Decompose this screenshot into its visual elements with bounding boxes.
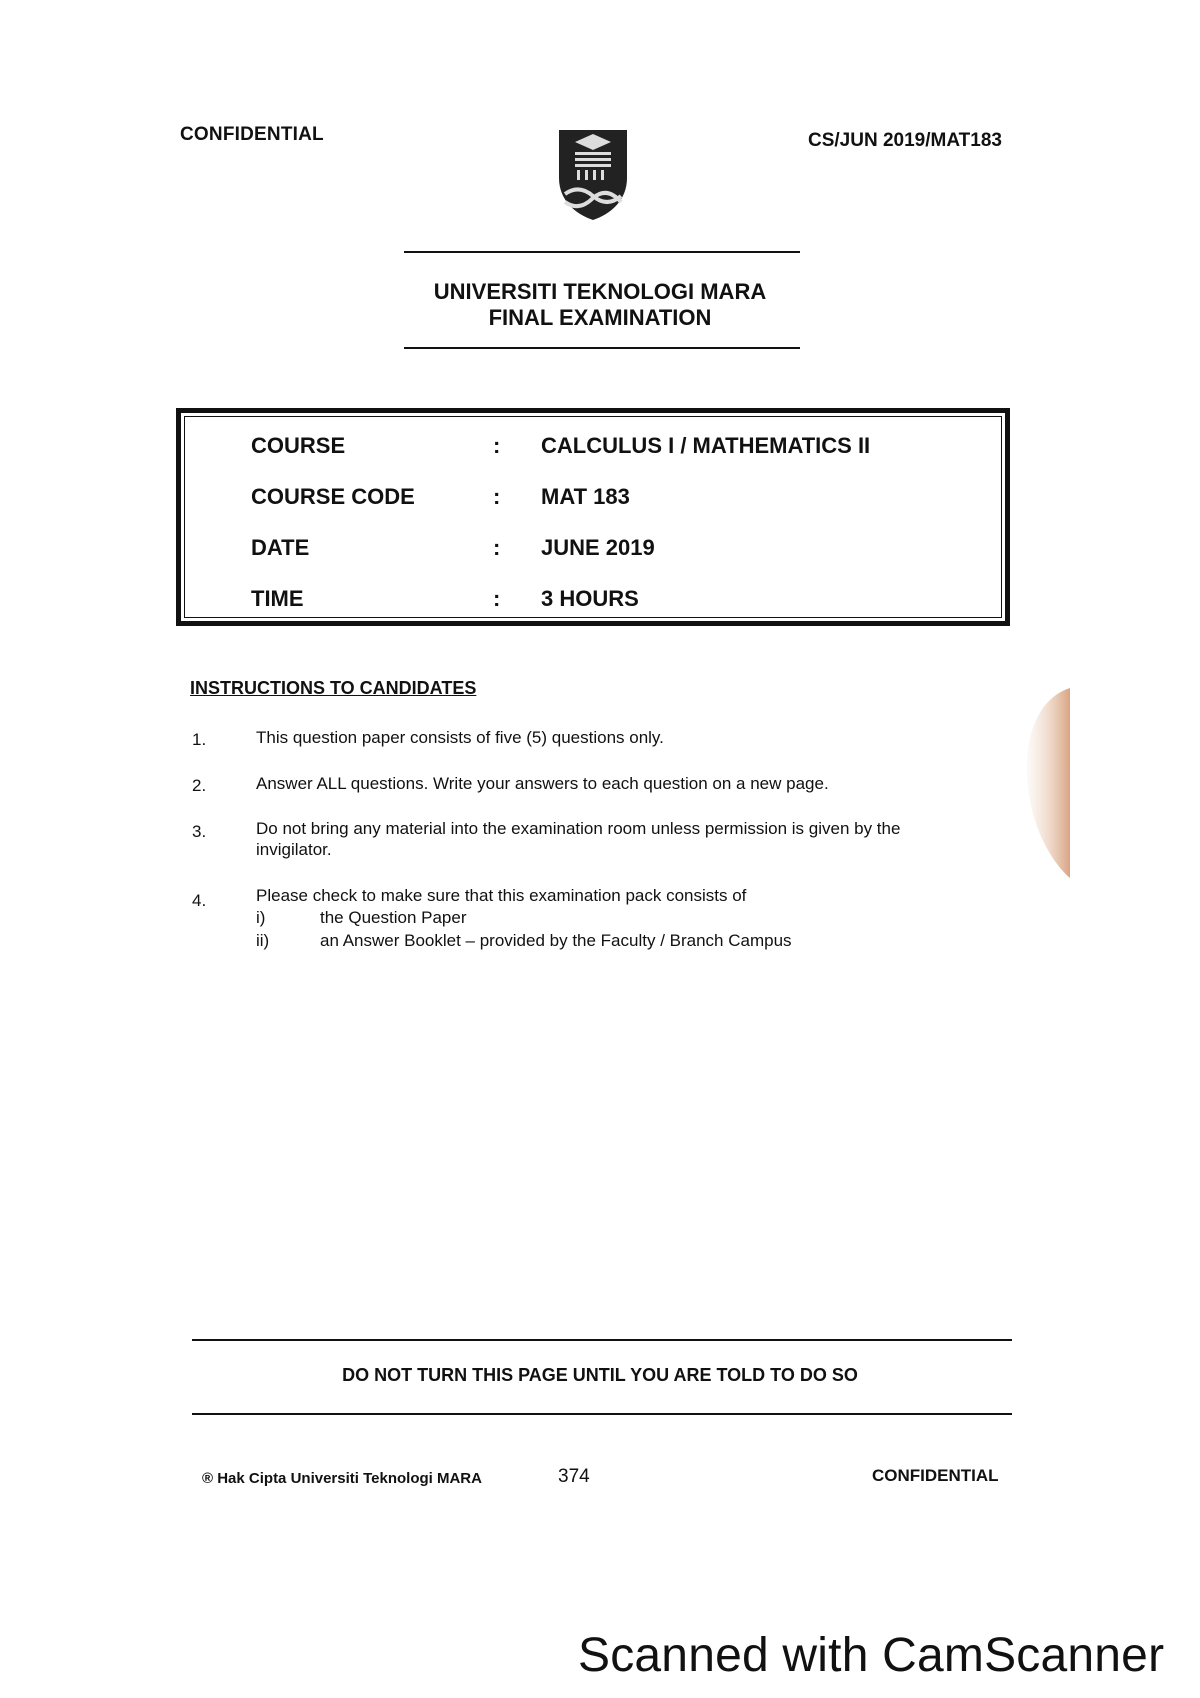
instruction-subitem-text: an Answer Booklet – provided by the Faculty / Branch Campus — [320, 931, 792, 950]
instruction-text: Answer ALL questions. Write your answers to each question on a new page. — [256, 774, 829, 793]
date-label: DATE — [251, 535, 310, 560]
date-colon: : — [493, 535, 501, 560]
exam-reference-code: CS/JUN 2019/MAT183 — [808, 130, 1002, 151]
instructions-heading: INSTRUCTIONS TO CANDIDATES — [190, 678, 477, 698]
course-code-row — [181, 484, 1005, 514]
title-rule-top — [404, 251, 800, 253]
instruction-text: This question paper consists of five (5) questions only. — [256, 728, 664, 747]
instruction-subitem-number: i) — [256, 908, 266, 927]
instruction-subitem-text: the Question Paper — [320, 908, 467, 927]
time-row — [181, 586, 1005, 616]
warning-rule-bottom — [192, 1413, 1012, 1415]
date-row — [181, 535, 1005, 565]
time-value: 3 HOURS — [541, 586, 639, 611]
course-value: CALCULUS I / MATHEMATICS II — [541, 433, 871, 458]
course-code-label: COURSE CODE — [251, 484, 415, 509]
title-rule-bottom — [404, 347, 800, 349]
course-code-value: MAT 183 — [541, 484, 630, 509]
finger-shadow — [1018, 688, 1070, 878]
instruction-text: Do not bring any material into the examination room unless permission is given by the invigilator. — [256, 819, 901, 859]
course-code-colon: : — [493, 484, 501, 509]
warning-rule-top — [192, 1339, 1012, 1341]
confidential-label-top: CONFIDENTIAL — [180, 124, 324, 145]
page-number: 374 — [558, 1466, 590, 1487]
exam-title: FINAL EXAMINATION — [488, 305, 712, 330]
course-row — [181, 433, 1005, 463]
copyright-notice: ® Hak Cipta Universiti Teknologi MARA — [202, 1470, 482, 1487]
course-info-box — [176, 408, 1010, 626]
do-not-turn-warning: DO NOT TURN THIS PAGE UNTIL YOU ARE TOLD TO DO SO — [342, 1365, 858, 1385]
university-crest-icon — [555, 126, 631, 222]
course-label: COURSE — [251, 433, 346, 458]
confidential-label-bottom: CONFIDENTIAL — [872, 1466, 999, 1485]
university-name: UNIVERSITI TEKNOLOGI MARA — [433, 279, 767, 304]
camscanner-watermark: Scanned with CamScanner — [578, 1629, 1165, 1682]
instruction-text: Please check to make sure that this examination pack consists of — [256, 886, 747, 905]
instruction-subitem-number: ii) — [256, 931, 270, 950]
time-colon: : — [493, 586, 501, 611]
time-label: TIME — [251, 586, 304, 611]
date-value: JUNE 2019 — [541, 535, 655, 560]
instruction-number: 1. — [192, 730, 207, 749]
instruction-number: 3. — [192, 822, 207, 841]
instruction-number: 4. — [192, 891, 207, 910]
course-colon: : — [493, 433, 501, 458]
instruction-number: 2. — [192, 776, 207, 795]
